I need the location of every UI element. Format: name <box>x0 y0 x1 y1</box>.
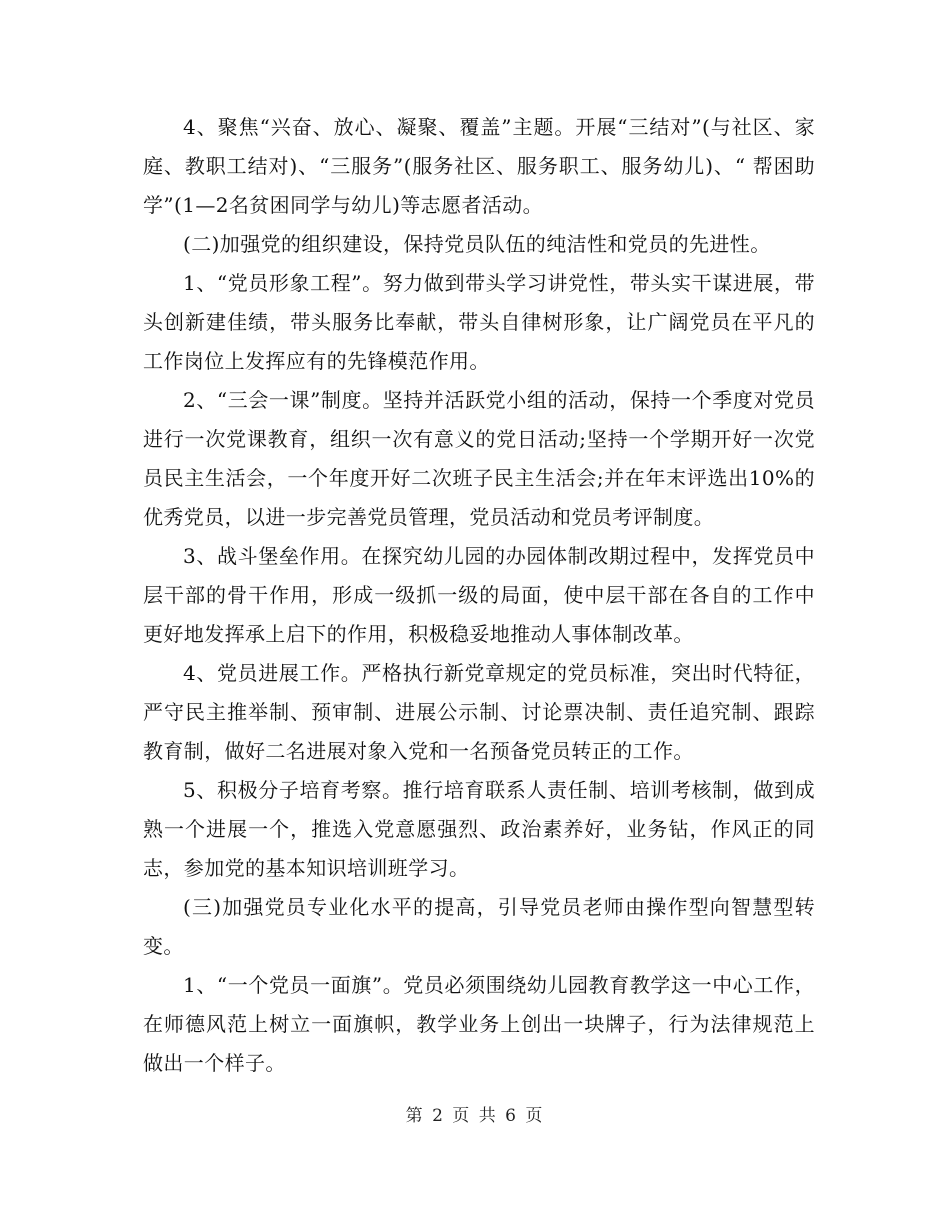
section-heading-3: (三)加强党员专业化水平的提高，引导党员老师由操作型向智慧型转变。 <box>143 895 815 958</box>
paragraph-three-meetings: 2、“三会一课”制度。坚持并活跃党小组的活动，保持一个季度对党员进行一次党课教育，组织一次有意义的党日活动;坚持一个学期开好一次党员民主生活会，一个年度开好二次班子民主生活会;并在年末评选出10%的优秀党员，以进一步完善党员管理，党员活动和党员考评制度。 <box>143 388 815 529</box>
paragraph-one-flag: 1、“一个党员一面旗”。党员必须围绕幼儿园教育教学这一中心工作，在师德风范上树立一面旗帜，教学业务上创出一块牌子，行为法律规范上做出一个样子。 <box>143 973 815 1075</box>
section-heading-2: (二)加强党的组织建设，保持党员队伍的纯洁性和党员的先进性。 <box>183 232 771 256</box>
document-body <box>143 108 815 1083</box>
paragraph-activist-training: 5、积极分子培育考察。推行培育联系人责任制、培训考核制，做到成熟一个进展一个，推选入党意愿强烈、政治素养好，业务钻，作风正的同志，参加党的基本知识培训班学习。 <box>143 778 815 880</box>
paragraph-item-4-volunteer: 4、聚焦“兴奋、放心、凝聚、覆盖”主题。开展“三结对”(与社区、家庭、教职工结对)、“三服务”(服务社区、服务职工、服务幼儿)、“ 帮困助学”(1—2名贫困同学与幼儿)等志愿者活动。 <box>143 115 815 217</box>
paragraph-party-image: 1、“党员形象工程”。努力做到带头学习讲党性，带头实干谋进展，带头创新建佳绩，带头服务比奉献，带头自律树形象，让广阔党员在平凡的工作岗位上发挥应有的先锋模范作用。 <box>143 271 815 373</box>
paragraph-fortress-role: 3、战斗堡垒作用。在探究幼儿园的办园体制改期过程中，发挥党员中层干部的骨干作用，形成一级抓一级的局面，使中层干部在各自的工作中更好地发挥承上启下的作用，积极稳妥地推动人事体制改革。 <box>143 544 815 646</box>
paragraph-member-development: 4、党员进展工作。严格执行新党章规定的党员标准，突出时代特征，严守民主推举制、预审制、进展公示制、讨论票决制、责任追究制、跟踪教育制，做好二名进展对象入党和一名预备党员转正的工作。 <box>143 661 815 763</box>
page-number-footer: 第 2 页 共 6 页 <box>405 1106 545 1126</box>
